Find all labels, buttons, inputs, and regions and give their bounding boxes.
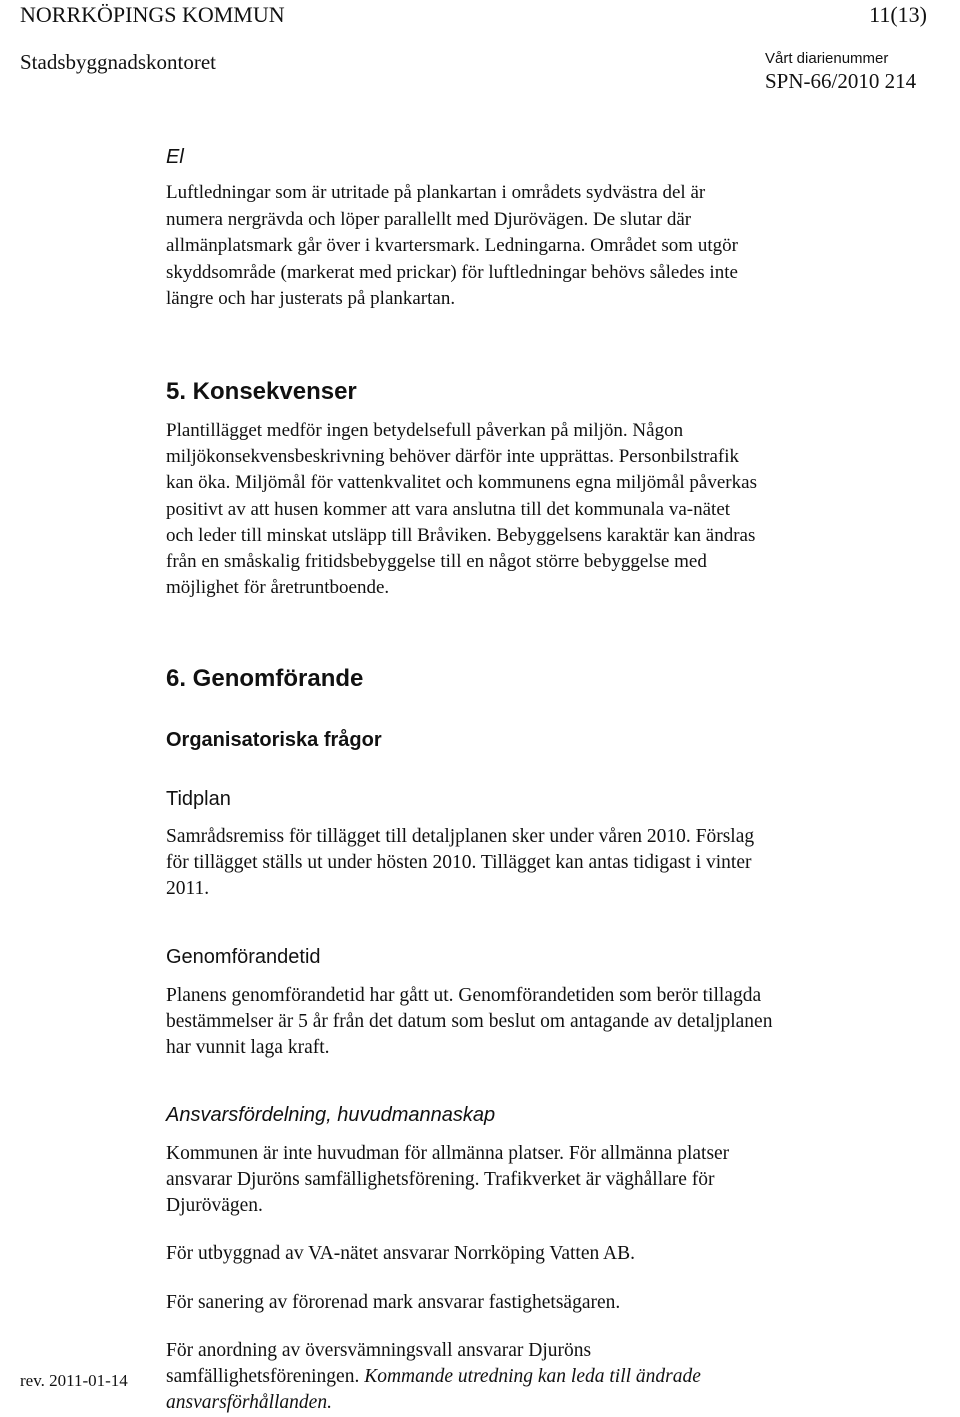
text-line: För anordning av översvämningsvall ansvarar Djuröns (166, 1340, 592, 1361)
text-line: kan öka. Miljömål för vattenkvalitet och kommunens egna miljömål påverkas (166, 472, 757, 494)
organization-name: NORRKÖPINGS KOMMUN (20, 2, 285, 27)
ansvar-paragraph-2: För utbyggnad av VA-nätet ansvarar Norrköping Vatten AB. (166, 1243, 636, 1264)
text-line: skyddsområde (markerat med prickar) för luftledningar behövs således inte (166, 261, 738, 283)
section-5-heading: 5. Konsekvenser (166, 378, 357, 405)
text-line: Kommunen är inte huvudman för allmänna platser. För allmänna platser (166, 1143, 730, 1164)
text-line: Luftledningar som är utritade på plankartan i områdets sydvästra del är (166, 182, 706, 203)
genomforandetid-paragraph (166, 983, 886, 1062)
text-line: Djurövägen. (166, 1195, 263, 1217)
text-line: allmänplatsmark går över i kvartersmark. Ledningarna. Området som utgör (166, 235, 738, 256)
text-line: miljökonsekvensbeskrivning behöver därför inte upprättas. Personbilstrafik (166, 446, 740, 468)
text-line: och leder till minskat utsläpp till Bråviken. Bebyggelsens karaktär kan ändras (166, 524, 756, 546)
text-line (166, 1390, 886, 1416)
text-line: möjlighet för åretruntboende. (166, 577, 390, 599)
text-line: positivt av att husen kommer att vara anslutna till det kommunala va-nätet (166, 498, 731, 520)
text-italic: Kommande utredning kan leda till ändrade (364, 1366, 701, 1388)
text-line: Plantillägget medför ingen betydelsefull påverkan på miljön. Någon (166, 420, 684, 441)
text-line: från en småskalig fritidsbebyggelse till en något större bebyggelse med (166, 551, 707, 573)
section-el-heading: El (166, 146, 184, 168)
text-line: ansvarar Djuröns samfällighetsförening. Trafikverket är väghållare för (166, 1169, 715, 1191)
ansvar-heading: Ansvarsfördelning, huvudmannaskap (166, 1104, 496, 1126)
office-name: Stadsbyggnadskontoret (20, 50, 216, 74)
text-line (166, 1364, 886, 1390)
reference-label: Vårt diarienummer (765, 50, 889, 67)
genomforandetid-heading: Genomförandetid (166, 946, 321, 968)
reference-number: SPN-66/2010 214 (765, 69, 917, 93)
page-number: 11(13) (869, 2, 927, 27)
text-line: Planens genomförandetid har gått ut. Genomförandetiden som berör tillagda (166, 985, 762, 1006)
ansvar-paragraph-1 (166, 1141, 886, 1220)
tidplan-paragraph (166, 824, 886, 903)
text-line: numera nergrävda och löper parallellt med Djurövägen. De slutar där (166, 208, 692, 230)
section-el-paragraph (166, 180, 886, 313)
organisatoriska-heading: Organisatoriska frågor (166, 729, 382, 751)
text-line: för tillägget ställs ut under hösten 2010. Tillägget kan antas tidigast i vinter (166, 852, 752, 874)
section-5-paragraph (166, 418, 886, 601)
ansvar-paragraph-4 (166, 1338, 886, 1417)
text-line: har vunnit laga kraft. (166, 1037, 330, 1059)
section-6-heading: 6. Genomförande (166, 665, 364, 692)
tidplan-heading: Tidplan (166, 788, 231, 810)
ansvar-paragraph-3: För sanering av förorenad mark ansvarar fastighetsägaren. (166, 1292, 621, 1313)
text-line: längre och har justerats på plankartan. (166, 288, 456, 309)
text-line: bestämmelser är 5 år från det datum som beslut om antagande av detaljplanen (166, 1011, 773, 1033)
revision-date: rev. 2011-01-14 (20, 1371, 128, 1390)
text-line: Samrådsremiss för tillägget till detaljplanen sker under våren 2010. Förslag (166, 826, 755, 847)
text-italic: ansvarsförhållanden. (166, 1392, 332, 1414)
text-normal: samfällighetsföreningen. (166, 1366, 365, 1388)
text-line: 2011. (166, 878, 210, 900)
